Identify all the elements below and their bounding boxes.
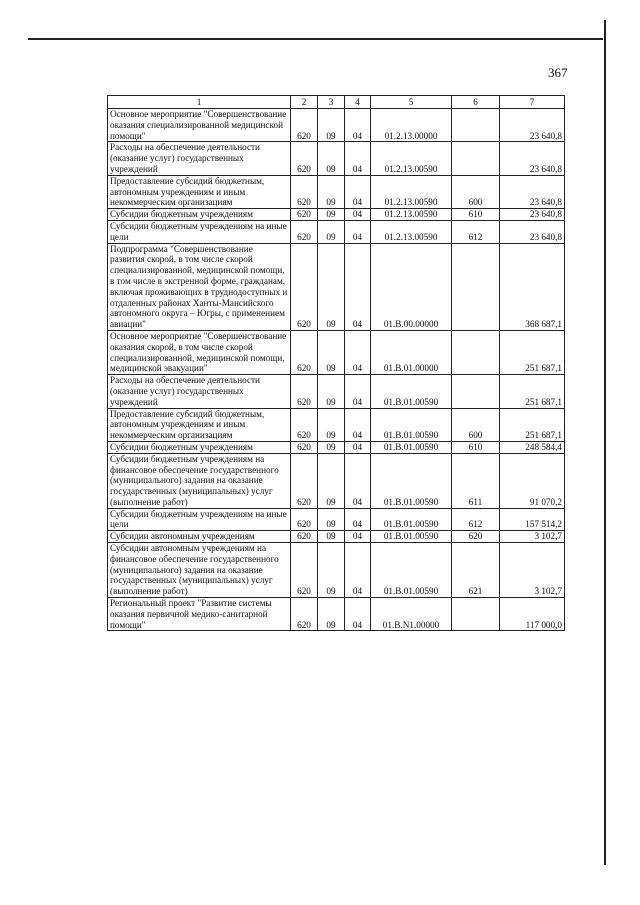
header-cell: 6 <box>452 96 500 109</box>
table-row <box>108 543 565 598</box>
row-name-cell: Субсидии автономным учреждениям на финансовое обеспечение государственного (муниципального) задания на оказание государственных (муниципальных) услуг (выполнение работ) <box>108 543 291 598</box>
row-code-cell: 620 <box>291 330 318 374</box>
row-sum-cell: 23 640,8 <box>500 109 565 142</box>
row-name-cell: Субсидии бюджетным учреждениям на финансовое обеспечение государственного (муниципального) задания на оказание государственных (муниципальных) услуг (выполнение работ) <box>108 453 291 508</box>
row-target-cell: 01.В.01.00590 <box>371 543 452 598</box>
header-cell: 5 <box>371 96 452 109</box>
table-row <box>108 441 565 453</box>
row-subsection-cell: 04 <box>345 441 371 453</box>
row-type-cell: 620 <box>452 531 500 543</box>
row-type-cell: 612 <box>452 508 500 531</box>
row-name-cell: Субсидии бюджетным учреждениям на иные цели <box>108 220 291 243</box>
table-row <box>108 453 565 508</box>
row-subsection-cell: 04 <box>345 375 371 408</box>
row-name-cell: Субсидии автономным учреждениям <box>108 531 291 543</box>
header-cell: 1 <box>108 96 291 109</box>
row-section-cell: 09 <box>318 453 345 508</box>
row-type-cell: 600 <box>452 408 500 441</box>
row-code-cell: 620 <box>291 175 318 208</box>
row-name-cell: Региональный проект "Развитие системы оказания первичной медико-санитарной помощи" <box>108 598 291 631</box>
table-row <box>108 375 565 408</box>
row-type-cell <box>452 243 500 330</box>
row-sum-cell: 23 640,8 <box>500 142 565 175</box>
row-target-cell: 01.2.13.00590 <box>371 175 452 208</box>
table-header-row <box>108 96 565 109</box>
row-target-cell: 01.В.01.00000 <box>371 330 452 374</box>
page-number: 367 <box>548 65 568 80</box>
row-name-cell: Расходы на обеспечение деятельности (оказание услуг) государственных учреждений <box>108 375 291 408</box>
row-section-cell: 09 <box>318 375 345 408</box>
row-sum-cell: 23 640,8 <box>500 209 565 221</box>
row-name-cell: Подпрограмма "Совершенствование развития скорой, в том числе скорой специализированной, медицинской помощи, в том числе в экстренной форме, гражданам, включая проживающих в труднодоступных и отдаленных районах Ханты-Мансийского автономного округа – Югры, с применением авиации" <box>108 243 291 330</box>
row-type-cell: 612 <box>452 220 500 243</box>
table-row <box>108 330 565 374</box>
row-target-cell: 01.В.01.00590 <box>371 441 452 453</box>
row-code-cell: 620 <box>291 543 318 598</box>
top-rule <box>28 38 603 40</box>
row-section-cell: 09 <box>318 209 345 221</box>
row-section-cell: 09 <box>318 543 345 598</box>
row-section-cell: 09 <box>318 441 345 453</box>
row-name-cell: Субсидии бюджетным учреждениям на иные цели <box>108 508 291 531</box>
table-row <box>108 175 565 208</box>
row-target-cell: 01.2.13.00590 <box>371 220 452 243</box>
table-row <box>108 531 565 543</box>
row-subsection-cell: 04 <box>345 508 371 531</box>
header-cell: 4 <box>345 96 371 109</box>
row-name-cell: Предоставление субсидий бюджетным, автономным учреждениям и иным некоммерческим организациям <box>108 408 291 441</box>
row-type-cell <box>452 598 500 631</box>
row-type-cell: 600 <box>452 175 500 208</box>
row-type-cell <box>452 330 500 374</box>
row-type-cell: 611 <box>452 453 500 508</box>
row-subsection-cell: 04 <box>345 175 371 208</box>
table-row <box>108 508 565 531</box>
row-type-cell: 610 <box>452 209 500 221</box>
row-target-cell: 01.В.01.00590 <box>371 453 452 508</box>
budget-table <box>107 95 565 631</box>
row-target-cell: 01.В.01.00590 <box>371 531 452 543</box>
row-sum-cell: 91 070,2 <box>500 453 565 508</box>
row-subsection-cell: 04 <box>345 209 371 221</box>
row-section-cell: 09 <box>318 408 345 441</box>
row-sum-cell: 3 102,7 <box>500 531 565 543</box>
header-cell: 7 <box>500 96 565 109</box>
row-target-cell: 01.2.13.00000 <box>371 109 452 142</box>
header-cell: 3 <box>318 96 345 109</box>
row-section-cell: 09 <box>318 109 345 142</box>
row-subsection-cell: 04 <box>345 243 371 330</box>
row-section-cell: 09 <box>318 243 345 330</box>
right-rule <box>604 20 606 865</box>
row-target-cell: 01.В.01.00590 <box>371 375 452 408</box>
row-sum-cell: 251 687,1 <box>500 408 565 441</box>
row-target-cell: 01.2.13.00590 <box>371 142 452 175</box>
row-target-cell: 01.В.00.00000 <box>371 243 452 330</box>
row-code-cell: 620 <box>291 243 318 330</box>
row-code-cell: 620 <box>291 209 318 221</box>
row-sum-cell: 157 514,2 <box>500 508 565 531</box>
row-target-cell: 01.В.N1.00000 <box>371 598 452 631</box>
table-row <box>108 209 565 221</box>
row-target-cell: 01.2.13.00590 <box>371 209 452 221</box>
row-subsection-cell: 04 <box>345 330 371 374</box>
row-code-cell: 620 <box>291 375 318 408</box>
table-row <box>108 109 565 142</box>
row-section-cell: 09 <box>318 508 345 531</box>
row-code-cell: 620 <box>291 531 318 543</box>
header-cell: 2 <box>291 96 318 109</box>
row-section-cell: 09 <box>318 220 345 243</box>
row-code-cell: 620 <box>291 441 318 453</box>
row-code-cell: 620 <box>291 453 318 508</box>
row-type-cell <box>452 375 500 408</box>
row-section-cell: 09 <box>318 598 345 631</box>
row-code-cell: 620 <box>291 142 318 175</box>
row-sum-cell: 248 584,4 <box>500 441 565 453</box>
row-name-cell: Субсидии бюджетным учреждениям <box>108 209 291 221</box>
row-subsection-cell: 04 <box>345 109 371 142</box>
row-code-cell: 620 <box>291 109 318 142</box>
row-code-cell: 620 <box>291 508 318 531</box>
row-section-cell: 09 <box>318 330 345 374</box>
table-row <box>108 598 565 631</box>
row-subsection-cell: 04 <box>345 598 371 631</box>
row-section-cell: 09 <box>318 531 345 543</box>
row-subsection-cell: 04 <box>345 142 371 175</box>
row-name-cell: Расходы на обеспечение деятельности (оказание услуг) государственных учреждений <box>108 142 291 175</box>
row-type-cell <box>452 109 500 142</box>
row-target-cell: 01.В.01.00590 <box>371 408 452 441</box>
row-name-cell: Субсидии бюджетным учреждениям <box>108 441 291 453</box>
table-body <box>108 109 565 631</box>
row-section-cell: 09 <box>318 175 345 208</box>
row-section-cell: 09 <box>318 142 345 175</box>
row-sum-cell: 251 687,1 <box>500 375 565 408</box>
row-subsection-cell: 04 <box>345 543 371 598</box>
row-code-cell: 620 <box>291 220 318 243</box>
row-sum-cell: 368 687,1 <box>500 243 565 330</box>
row-code-cell: 620 <box>291 598 318 631</box>
row-target-cell: 01.В.01.00590 <box>371 508 452 531</box>
row-sum-cell: 23 640,8 <box>500 175 565 208</box>
row-type-cell: 610 <box>452 441 500 453</box>
row-sum-cell: 23 640,8 <box>500 220 565 243</box>
row-name-cell: Предоставление субсидий бюджетным, автономным учреждениям и иным некоммерческим организациям <box>108 175 291 208</box>
row-code-cell: 620 <box>291 408 318 441</box>
row-name-cell: Основное мероприятие "Совершенствование оказания специализированной медицинской помощи" <box>108 109 291 142</box>
row-type-cell <box>452 142 500 175</box>
table-row <box>108 243 565 330</box>
row-sum-cell: 251 687,1 <box>500 330 565 374</box>
table-row <box>108 220 565 243</box>
row-subsection-cell: 04 <box>345 531 371 543</box>
table-row <box>108 142 565 175</box>
row-sum-cell: 117 000,0 <box>500 598 565 631</box>
row-subsection-cell: 04 <box>345 453 371 508</box>
row-subsection-cell: 04 <box>345 408 371 441</box>
row-sum-cell: 3 102,7 <box>500 543 565 598</box>
row-type-cell: 621 <box>452 543 500 598</box>
table-row <box>108 408 565 441</box>
row-subsection-cell: 04 <box>345 220 371 243</box>
row-name-cell: Основное мероприятие "Совершенствование оказания скорой, в том числе скорой специализированной, медицинской помощи, медицинской эвакуации" <box>108 330 291 374</box>
